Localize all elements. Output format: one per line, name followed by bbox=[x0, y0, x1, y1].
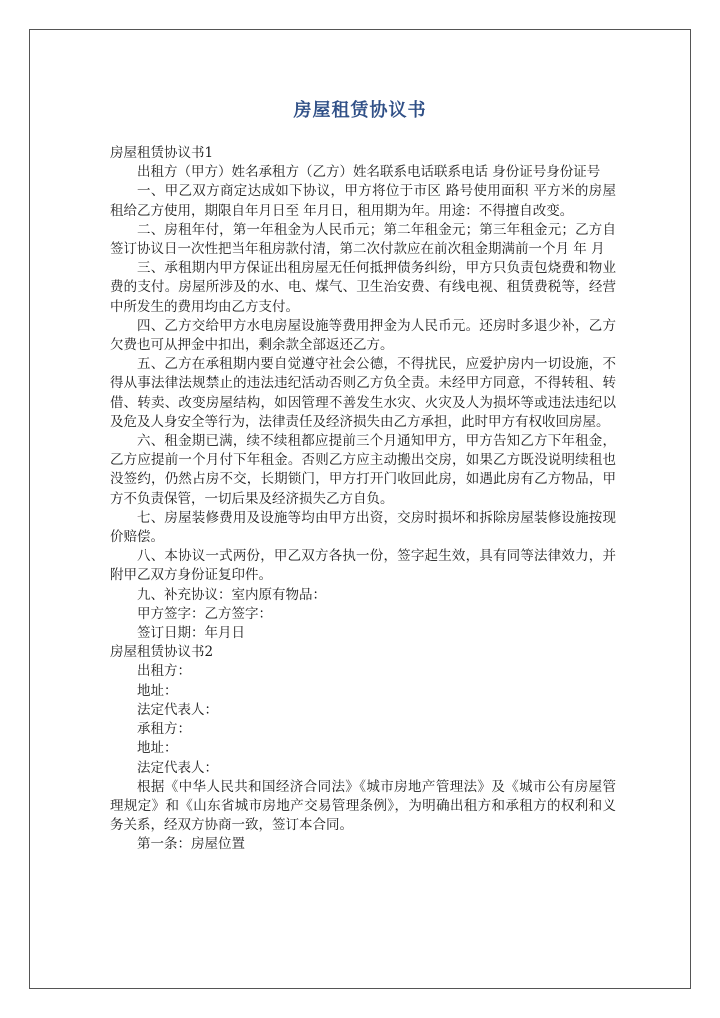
document-paragraph: 一、甲乙双方商定达成如下协议，甲方将位于市区 路号使用面积 平方米的房屋租给乙方使用，期限自年月日至 年月日，租用期为年。用途：不得擅自改变。 bbox=[110, 183, 616, 219]
document-paragraph: 五、乙方在承租期内要自觉遵守社会公德，不得扰民，应爱护房内一切设施，不得从事法律法规禁止的违法违纪活动否则乙方负全责。未经甲方同意，不得转租、转借、转卖、改变房屋结构，如因管理不善发生水灾、火灾及人为损坏等或违法违纪以及危及人身安全等行为，法律责任及经济损失由乙方承担，此时甲方有权收回房屋。 bbox=[110, 356, 616, 430]
document-paragraph: 房屋租赁协议书2 bbox=[110, 644, 214, 661]
document-paragraph: 四、乙方交给甲方水电房屋设施等费用押金为人民币元。还房时多退少补，乙方欠费也可从押金中扣出，剩余款全部返还乙方。 bbox=[110, 317, 616, 354]
document-paragraph: 六、租金期已满，续不续租都应提前三个月通知甲方，甲方告知乙方下年租金，乙方应提前一个月付下年租金。否则乙方应主动搬出交房，如果乙方既没说明续租也没签约，仍然占房不交，长期锁门，甲方打开门收回此房，如遇此房有乙方物品，甲方不负责保管，一切后果及经济损失乙方自负。 bbox=[110, 433, 616, 507]
document-paragraph: 二、房租年付，第一年租金为人民币元；第二年租金元；第三年租金元；乙方自签订协议日一次性把当年租房款付清，第二次付款应在前次租金期满前一个月 年 月 bbox=[110, 221, 616, 258]
document-paragraph: 地址： bbox=[137, 740, 178, 757]
document-paragraph: 签订日期：年月日 bbox=[137, 625, 245, 642]
document-paragraph: 法定代表人： bbox=[137, 759, 218, 776]
document-paragraph: 承租方： bbox=[137, 721, 191, 738]
document-paragraph: 出租方： bbox=[137, 663, 191, 680]
document-paragraph: 房屋租赁协议书1 bbox=[110, 145, 214, 161]
document-paragraph: 八、本协议一式两份，甲乙双方各执一份，签字起生效，具有同等法律效力，并附甲乙双方身份证复印件。 bbox=[110, 548, 616, 584]
document-paragraph: 出租方（甲方）姓名承租方（乙方）姓名联系电话联系电话 身份证号身份证号 bbox=[137, 164, 601, 181]
document-paragraph: 根据《中华人民共和国经济合同法》《城市房地产管理法》及《城市公有房屋管理规定》和《山东省城市房地产交易管理条例》，为明确出租方和承租方的权利和义务关系，经双方协商一致，签订本合同。 bbox=[110, 778, 616, 834]
document-paragraph: 甲方签字：乙方签字： bbox=[137, 605, 272, 622]
document-paragraph: 地址： bbox=[137, 682, 178, 699]
document-paragraph: 九、补充协议：室内原有物品： bbox=[137, 586, 326, 603]
document-paragraph: 法定代表人： bbox=[137, 701, 218, 718]
document-paragraph: 三、承租期内甲方保证出租房屋无任何抵押债务纠纷，甲方只负责包烧费和物业费的支付。房屋所涉及的水、电、煤气、卫生治安费、有线电视、租赁费税等，经营中所发生的费用均由乙方支付。 bbox=[110, 260, 616, 315]
document-paragraph: 七、房屋装修费用及设施等均由甲方出资，交房时损坏和拆除房屋装修设施按现价赔偿。 bbox=[110, 509, 616, 546]
document-paragraph: 第一条：房屋位置 bbox=[137, 836, 245, 853]
document-body bbox=[110, 144, 616, 855]
document-title: 房屋租赁协议书 bbox=[293, 100, 427, 121]
